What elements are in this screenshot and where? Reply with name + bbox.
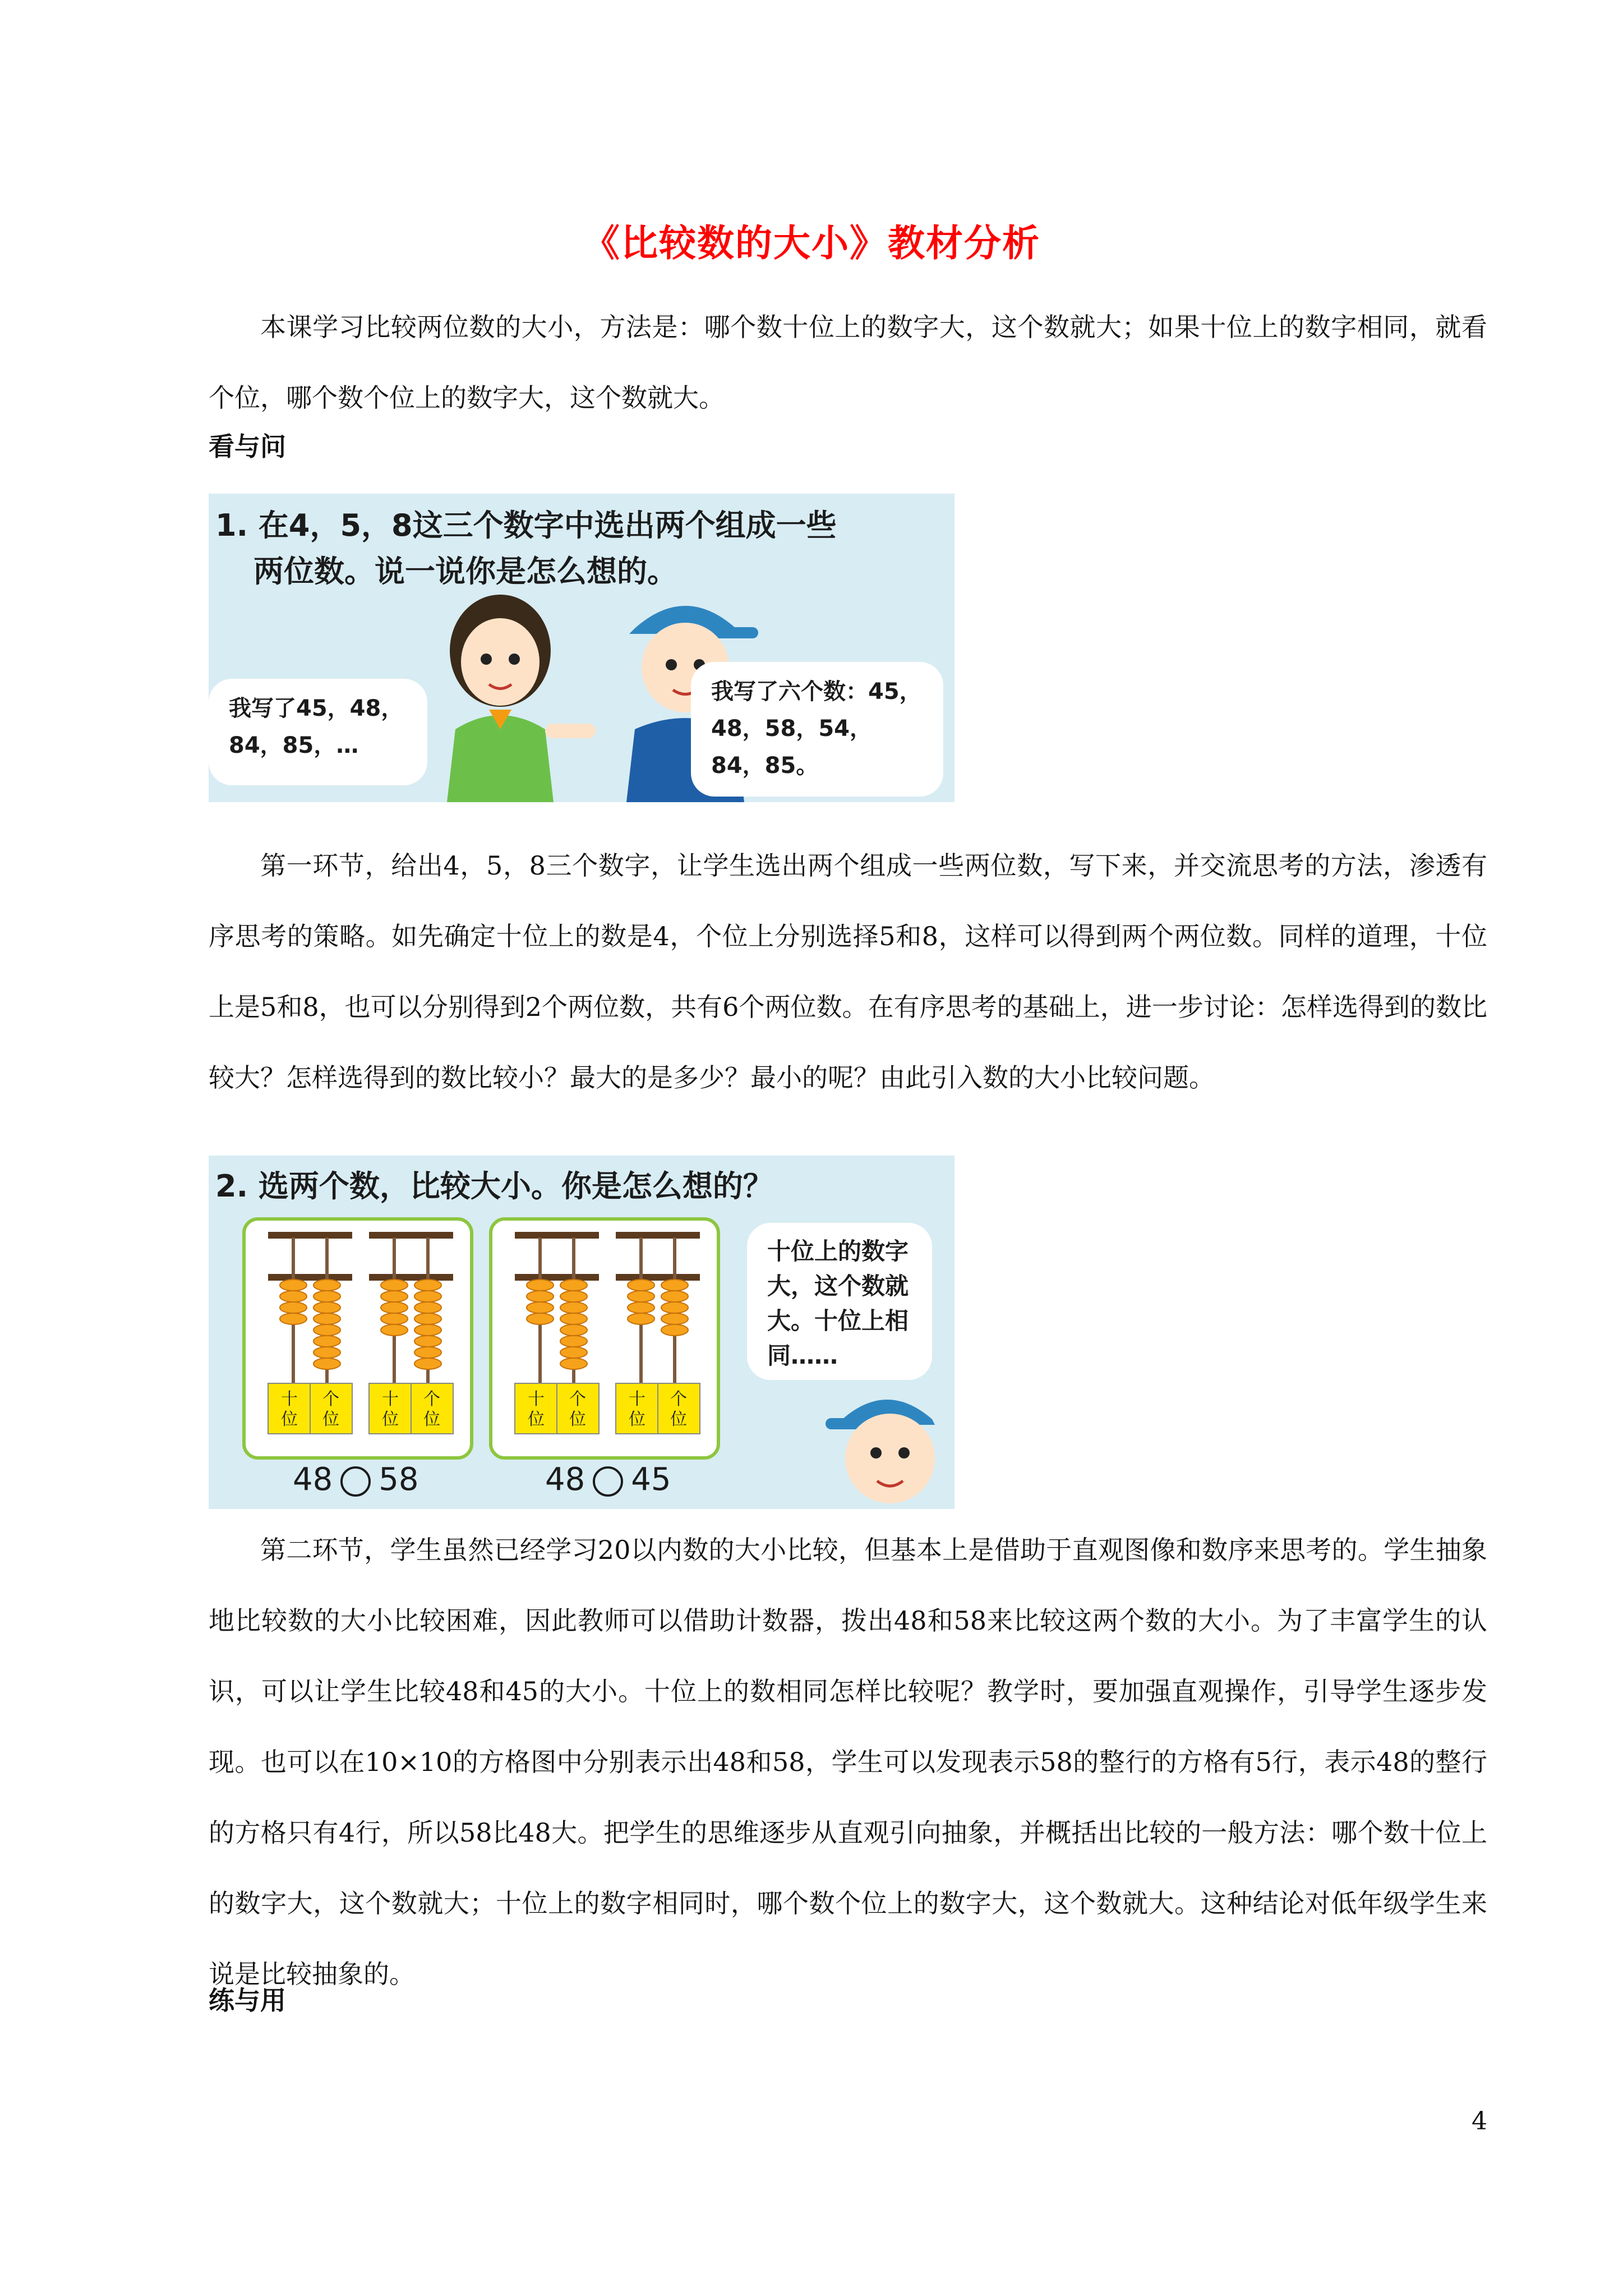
abacus-bead — [527, 1280, 554, 1291]
figure-2-question: 2. 选两个数，比较大小。你是怎么想的？ — [215, 1168, 773, 1204]
abacus-middle-bar — [616, 1274, 700, 1281]
paragraph-second-stage: 第二环节，学生虽然已经学习20以内数的大小比较，但基本上是借助于直观图像和数序来思考的。学生抽象地比较数的大小比较困难，因此教师可以借助计数器，拨出48和58来比较这两个数的大小。为了丰富学生的认识，可以让学生比较48和45的大小。十位上的数相同怎样比较呢？教学时，要加强直观操作，引导学生逐步发现。也可以在10×10的方格图中分别表示出48和58，学生可以发现表示58的整行的方格有5行，表示48的整行的方格只有4行，所以58比48大。把学生的思维逐步从直观引向抽象，并概括出比较的一般方法：哪个数十位上的数字大，这个数就大；十位上的数字相同时，哪个数个位上的数字大，这个数就大。这种结论对低年级学生来说是比较抽象的。 — [209, 1535, 1487, 1989]
compare-left-number-b: 58 — [379, 1461, 419, 1498]
compare-right — [545, 1461, 671, 1498]
abacus-bead — [527, 1302, 554, 1313]
abacus-bead — [313, 1347, 340, 1358]
abacus-top-bar — [268, 1232, 352, 1239]
tens-label: 十 — [629, 1389, 645, 1409]
abacus-bead — [560, 1347, 587, 1358]
abacus-bead — [381, 1291, 408, 1302]
abacus-bead — [661, 1313, 688, 1324]
abacus-bead — [414, 1347, 441, 1358]
figure-1-question-line2: 两位数。说一说你是怎么想的。 — [253, 554, 677, 589]
abacus-bead — [414, 1291, 441, 1302]
girl-character-icon — [422, 583, 607, 802]
abacus-bead — [381, 1302, 408, 1313]
figure-1-illustration — [209, 494, 955, 802]
abacus-bead — [560, 1324, 587, 1336]
compare-right-number-a: 48 — [545, 1461, 585, 1498]
abacus-middle-bar — [369, 1274, 453, 1281]
ones-label: 位 — [569, 1410, 586, 1429]
abacus-bead — [661, 1324, 688, 1336]
section-heading-look-ask: 看与问 — [209, 431, 286, 462]
tens-label: 位 — [528, 1410, 545, 1429]
abacus-bead — [414, 1324, 441, 1336]
abacus-bead — [560, 1302, 587, 1313]
abacus-bead — [527, 1313, 554, 1324]
abacus-bead — [628, 1302, 654, 1313]
abacus-bead — [414, 1336, 441, 1347]
tens-label: 位 — [281, 1410, 298, 1429]
abacus-pair-48-45 — [492, 1221, 717, 1456]
tens-label: 十 — [281, 1389, 298, 1409]
boy-head-icon — [826, 1380, 949, 1509]
page-title: 《比较数的大小》教材分析 — [583, 222, 1040, 265]
abacus-bead — [313, 1336, 340, 1347]
abacus-bead — [560, 1280, 587, 1291]
ones-label: 个 — [569, 1389, 586, 1409]
abacus-bead — [661, 1302, 688, 1313]
abacus-bead — [313, 1313, 340, 1324]
intro-paragraph: 本课学习比较两位数的大小，方法是：哪个数十位上的数字大，这个数就大；如果十位上的数字相同，就看个位，哪个数个位上的数字大，这个数就大。 — [209, 312, 1487, 413]
tens-label: 十 — [382, 1389, 399, 1409]
abacus-bead — [414, 1302, 441, 1313]
abacus-bead — [628, 1280, 654, 1291]
ones-label: 位 — [423, 1410, 440, 1429]
abacus-top-bar — [616, 1232, 700, 1239]
compare-circle-icon[interactable] — [340, 1466, 371, 1497]
boy-hint-bubble: 十位上的数字大，这个数就大。十位上相同…… — [747, 1223, 932, 1380]
abacus-bead — [313, 1280, 340, 1291]
abacus-bead — [560, 1336, 587, 1347]
girl-speech-bubble: 我写了45，48，84，85，… — [209, 679, 427, 785]
abacus-bead — [628, 1313, 654, 1324]
abacus-pair-48-58 — [246, 1221, 470, 1456]
abacus-bead — [414, 1280, 441, 1291]
abacus-middle-bar — [268, 1274, 352, 1281]
boy-speech-bubble: 我写了六个数：45，48，58，54，84，85。 — [691, 662, 943, 797]
abacus-bead — [527, 1291, 554, 1302]
compare-left-number-a: 48 — [293, 1461, 333, 1498]
abacus-bead — [560, 1358, 587, 1369]
abacus-bead — [280, 1280, 307, 1291]
abacus-bead — [313, 1291, 340, 1302]
abacus-bead — [313, 1358, 340, 1369]
abacus-bead — [280, 1291, 307, 1302]
compare-left — [293, 1461, 419, 1498]
tens-label: 位 — [629, 1410, 645, 1429]
abacus-bead — [280, 1313, 307, 1324]
abacus-bead — [381, 1313, 408, 1324]
ones-label: 个 — [670, 1389, 687, 1409]
abacus-top-bar — [515, 1232, 599, 1239]
abacus-bead — [414, 1358, 441, 1369]
abacus-panel-right — [489, 1217, 720, 1460]
abacus-bead — [280, 1302, 307, 1313]
abacus-bead — [661, 1291, 688, 1302]
abacus-panel-left — [242, 1217, 473, 1460]
paragraph-first-stage: 第一环节，给出4，5，8三个数字，让学生选出两个组成一些两位数，写下来，并交流思考的方法，渗透有序思考的策略。如先确定十位上的数是4，个位上分别选择5和8，这样可以得到两个两位数。同样的道理，十位上是5和8，也可以分别得到2个两位数，共有6个两位数。在有序思考的基础上，进一步讨论：怎样选得到的数比较大？怎样选得到的数比较小？最大的是多少？最小的呢？由此引入数的大小比较问题。 — [209, 850, 1487, 1093]
abacus-bead — [414, 1313, 441, 1324]
ones-label: 位 — [670, 1410, 687, 1429]
abacus-bead — [560, 1313, 587, 1324]
compare-circle-icon[interactable] — [593, 1466, 623, 1497]
abacus-bead — [313, 1324, 340, 1336]
abacus-bead — [661, 1280, 688, 1291]
page-number: 4 — [1472, 2107, 1487, 2136]
abacus-bead — [628, 1291, 654, 1302]
abacus-bead — [381, 1280, 408, 1291]
ones-label: 个 — [423, 1389, 440, 1409]
figure-2-illustration — [209, 1156, 955, 1509]
tens-label: 十 — [528, 1389, 545, 1409]
section-heading-practice: 练与用 — [209, 1985, 286, 2016]
figure-1-question-line1: 1. 在4，5，8这三个数字中选出两个组成一些 — [215, 508, 837, 543]
abacus-top-bar — [369, 1232, 453, 1239]
compare-right-number-b: 45 — [631, 1461, 671, 1498]
abacus-bead — [381, 1324, 408, 1336]
tens-label: 位 — [382, 1410, 399, 1429]
ones-label: 个 — [322, 1389, 339, 1409]
ones-label: 位 — [322, 1410, 339, 1429]
abacus-middle-bar — [515, 1274, 599, 1281]
abacus-bead — [560, 1291, 587, 1302]
abacus-bead — [313, 1302, 340, 1313]
